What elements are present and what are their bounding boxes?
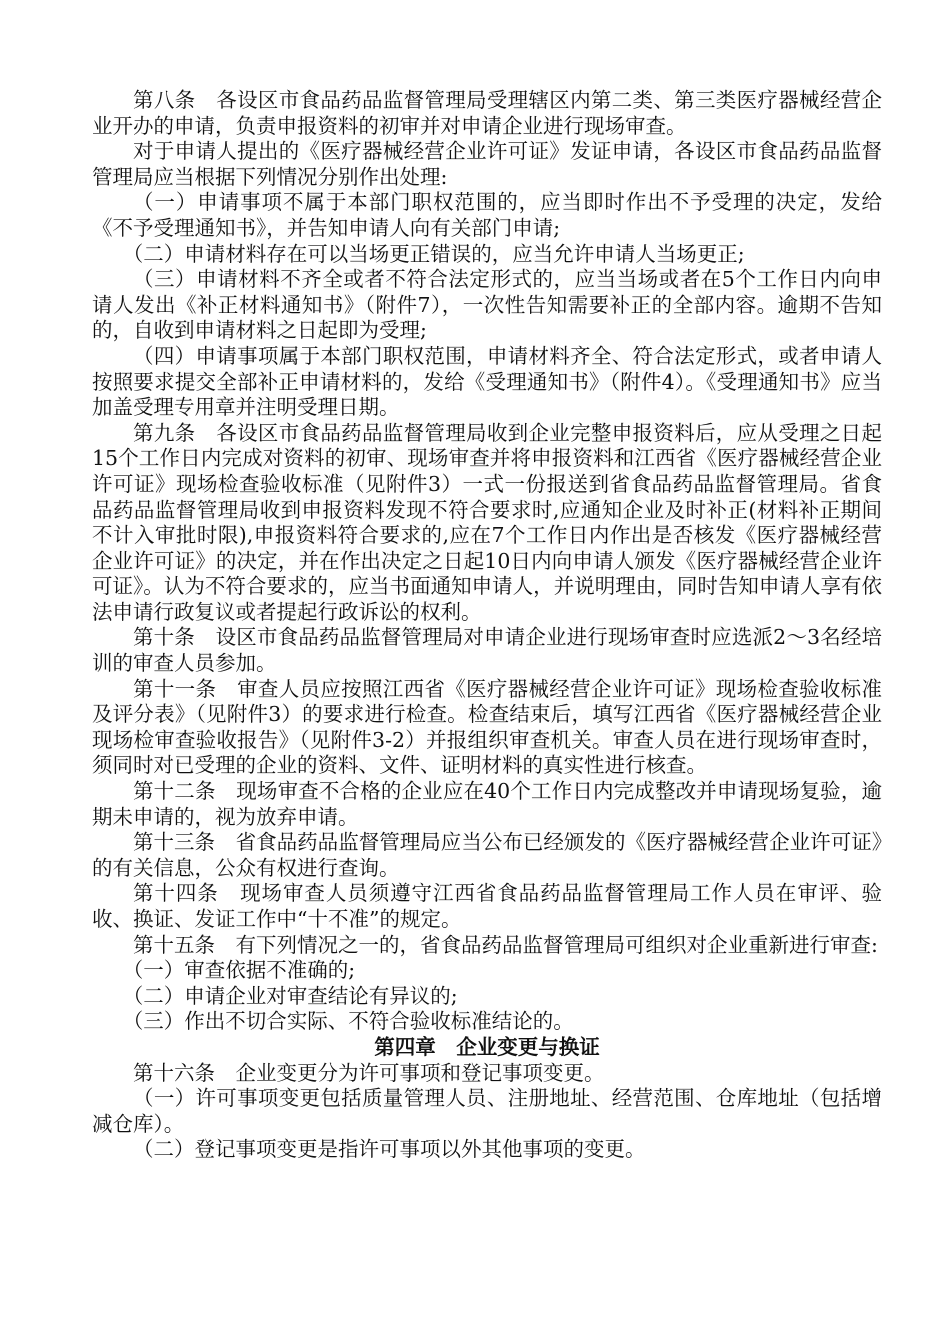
- document-page: [92, 88, 882, 1163]
- article-16: 第十六条 企业变更分为许可事项和登记事项变更。: [133, 1060, 605, 1085]
- article-16-item-2: （二）登记事项变更是指许可事项以外其他事项的变更。: [133, 1137, 646, 1162]
- article-8-item-2: （二）申请材料存在可以当场更正错误的，应当允许申请人当场更正;: [122, 241, 745, 266]
- article-9: 第九条 各设区市食品药品监督管理局收到企业完整申报资料后，应从受理之日起15个工作日内完成对资料的初审、现场审查并将申报资料和江西省《医疗器械经营企业许可证》现场检查验收标准（见附件3）一式一份报送到省食品药品监督管理局。省食品药品监督管理局收到申报资料发现不符合要求时,应通知企业及时补正(材料补正期间不计入审批时限),申报资料符合要求的,应在7个工作日内作出是否核发《医疗器械经营企业许可证》的决定，并在作出决定之日起10日内向申请人颁发《医疗器械经营企业许可证》。认为不符合要求的，应当书面通知申请人，并说明理由，同时告知申请人享有依法申请行政复议或者提起行政诉讼的权利。: [92, 420, 882, 624]
- article-12: 第十二条 现场审查不合格的企业应在40个工作日内完成整改并申请现场复验，逾期未申请的，视为放弃申请。: [92, 779, 882, 829]
- article-11: 第十一条 审查人员应按照江西省《医疗器械经营企业许可证》现场检查验收标准及评分表》（见附件3）的要求进行检查。检查结束后，填写江西省《医疗器械经营企业现场检审查验收报告》（见附件3-2）并报组织审查机关。审查人员在进行现场审查时，须同时对已受理的企业的资料、文件、证明材料的真实性进行核查。: [92, 676, 882, 778]
- article-8-intro: 对于申请人提出的《医疗器械经营企业许可证》发证申请，各设区市食品药品监督管理局应当根据下列情况分别作出处理:: [92, 139, 882, 189]
- article-10: 第十条 设区市食品药品监督管理局对申请企业进行现场审查时应选派2～3名经培训的审查人员参加。: [92, 625, 882, 676]
- article-15-item-1: （一）审查依据不准确的;: [122, 958, 356, 983]
- article-8: 第八条 各设区市食品药品监督管理局受理辖区内第二类、第三类医疗器械经营企业开办的申请，负责申报资料的初审并对申请企业进行现场审查。: [92, 88, 882, 138]
- article-8-item-4: （四）申请事项属于本部门职权范围，申请材料齐全、符合法定形式，或者申请人按照要求提交全部补正申请材料的，发给《受理通知书》（附件4）。《受理通知书》应当加盖受理专用章并注明受理日期。: [92, 343, 882, 420]
- article-16-item-1: （一）许可事项变更包括质量管理人员、注册地址、经营范围、仓库地址（包括增减仓库）。: [92, 1086, 882, 1136]
- article-8-item-3: （三）申请材料不齐全或者不符合法定形式的，应当当场或者在5个工作日内向申请人发出《补正材料通知书》（附件7），一次性告知需要补正的全部内容。逾期不告知的，自收到申请材料之日起即为受理;: [92, 267, 882, 343]
- chapter-title: 第四章 企业变更与换证: [374, 1034, 600, 1059]
- article-14: 第十四条 现场审查人员须遵守江西省食品药品监督管理局工作人员在审评、验收、换证、发证工作中“十不准”的规定。: [92, 881, 882, 931]
- article-15: 第十五条 有下列情况之一的，省食品药品监督管理局可组织对企业重新进行审查:: [133, 932, 878, 957]
- article-8-item-1: （一）申请事项不属于本部门职权范围的，应当即时作出不予受理的决定，发给《不予受理通知书》，并告知申请人向有关部门申请;: [92, 190, 882, 240]
- article-13: 第十三条 省食品药品监督管理局应当公布已经颁发的《医疗器械经营企业许可证》的有关信息，公众有权进行查询。: [92, 830, 882, 880]
- article-15-item-3: （三）作出不切合实际、不符合验收标准结论的。: [122, 1009, 574, 1034]
- article-15-item-2: （二）申请企业对审查结论有异议的;: [122, 983, 458, 1008]
